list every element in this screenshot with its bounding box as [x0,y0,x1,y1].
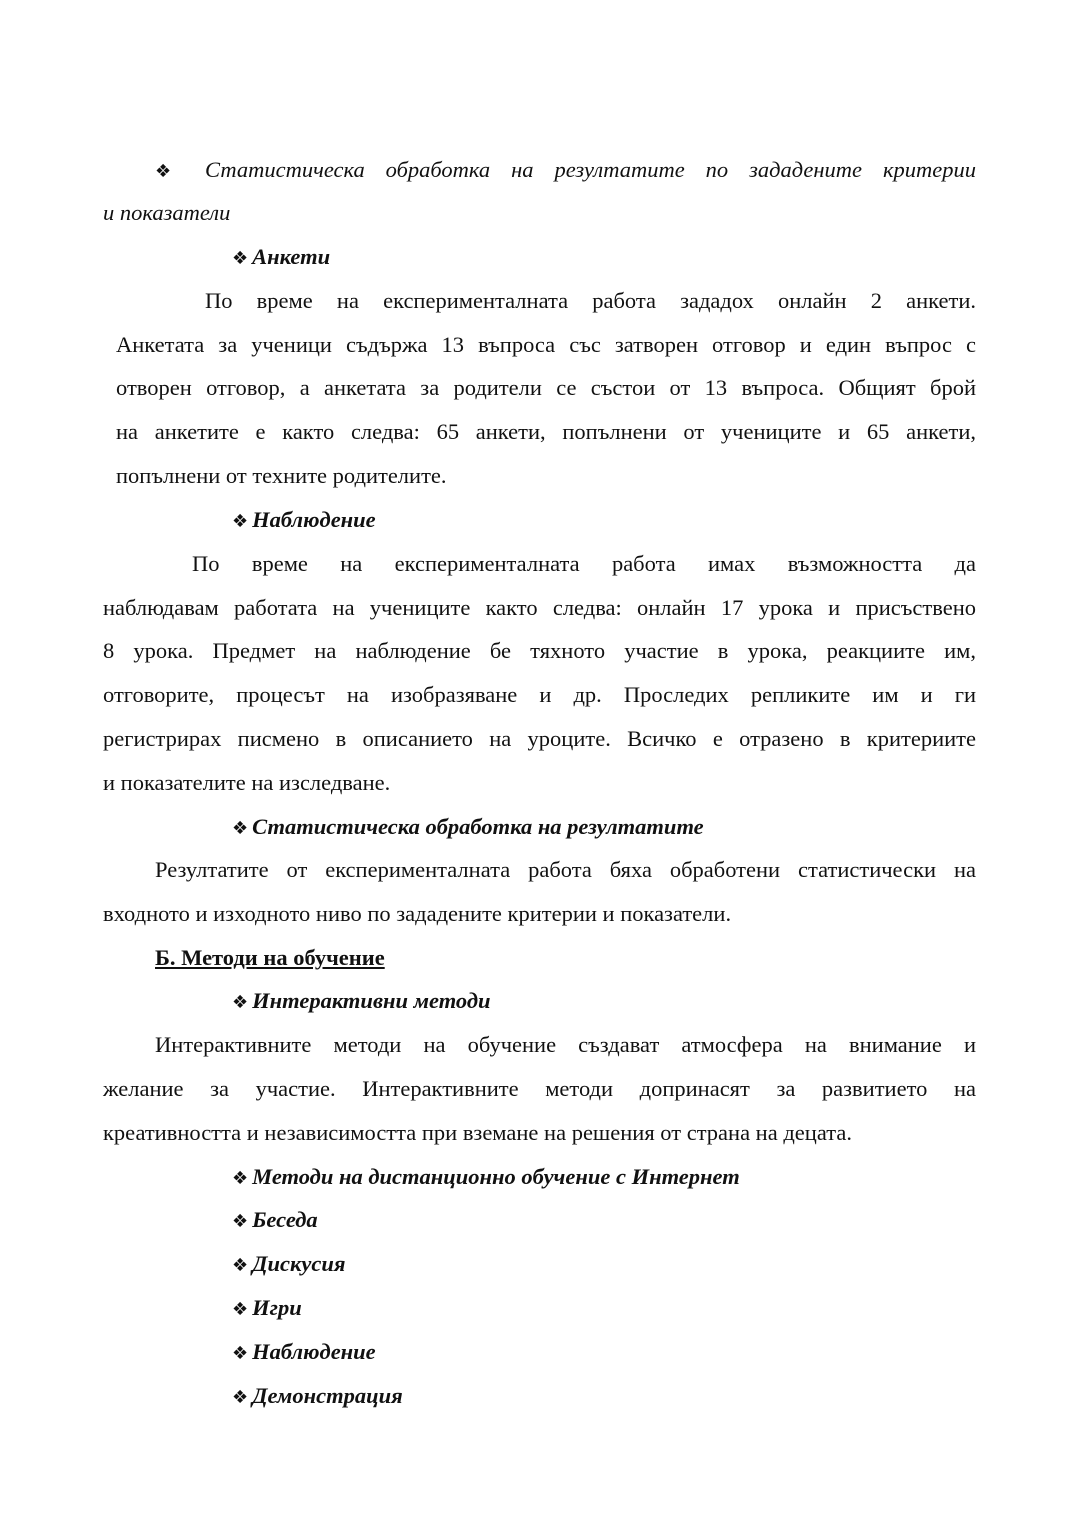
paragraph-line: на анкетите е както следва: 65 анкети, попълнени от учениците и 65 анкети, [116,419,976,444]
list-item: ❖ Методи на дистанционно обучение с Интернет [232,1164,740,1189]
bullet-diamond-icon: ❖ [232,248,249,269]
section-title [155,155,976,187]
bullet-diamond-icon: ❖ [232,1343,249,1364]
paragraph-line: отговорите, процесът на изобразяване и др. Проследих репликите им и ги [103,682,976,707]
paragraph-line: попълнени от техните родителите. [116,463,447,488]
bullet-diamond-icon: ❖ [155,161,172,182]
paragraph-line: 8 урока. Предмет на наблюдение бе тяхното участие в урока, реакциите им, [103,638,976,663]
bullet-diamond-icon: ❖ [232,511,249,532]
list-item: ❖ Наблюдение [232,1339,376,1364]
bullet-diamond-icon: ❖ [232,1387,249,1408]
section-b-title: Б. Методи на обучение [155,945,385,970]
section-title-line1: Статистическа обработка на резултатите по зададените критерии [205,157,976,182]
bullet-diamond-icon: ❖ [232,818,249,839]
paragraph-line: и показателите на изследване. [103,770,391,795]
bullet-diamond-icon: ❖ [232,1255,249,1276]
paragraph-line: входното и изходното ниво по зададените критерии и показатели. [103,901,732,926]
heading-nabljudenie: ❖ Наблюдение [232,507,376,532]
paragraph-line: наблюдавам работата на учениците както следва: онлайн 17 урока и присъствено [103,595,976,620]
heading-anketi: ❖ Анкети [232,244,331,269]
heading-interaktivni: ❖ Интерактивни методи [232,988,491,1013]
section-title-line2: и показатели [103,200,231,225]
bullet-diamond-icon: ❖ [232,1211,249,1232]
paragraph-line: желание за участие. Интерактивните методи допринасят за развитието на [103,1076,976,1101]
bullet-diamond-icon: ❖ [232,1168,249,1189]
paragraph-line: регистрирах писмено в описанието на уроците. Всичко е отразено в критериите [103,726,976,751]
paragraph-line: Интерактивните методи на обучение създават атмосфера на внимание и [155,1032,976,1057]
list-item: ❖ Демонстрация [232,1383,403,1408]
list-item: ❖ Игри [232,1295,302,1320]
heading-statistika: ❖ Статистическа обработка на резултатите [232,814,704,839]
paragraph-line: отворен отговор, а анкетата за родители се състои от 13 въпроса. Общият брой [116,375,976,400]
bullet-diamond-icon: ❖ [232,1299,249,1320]
paragraph-line: Резултатите от експерименталната работа бяха обработени статистически на [155,857,976,882]
list-item: ❖ Беседа [232,1207,318,1232]
paragraph-line: По време на експерименталната работа имах възможността да [192,551,976,576]
bullet-diamond-icon: ❖ [232,992,249,1013]
list-item: ❖ Дискусия [232,1251,346,1276]
paragraph-line: Анкетата за ученици съдържа 13 въпроса със затворен отговор и един въпрос с [116,332,976,357]
paragraph-line: По време на експерименталната работа зададох онлайн 2 анкети. [205,288,976,313]
paragraph-line: креативността и независимостта при вземане на решения от страна на децата. [103,1120,852,1145]
